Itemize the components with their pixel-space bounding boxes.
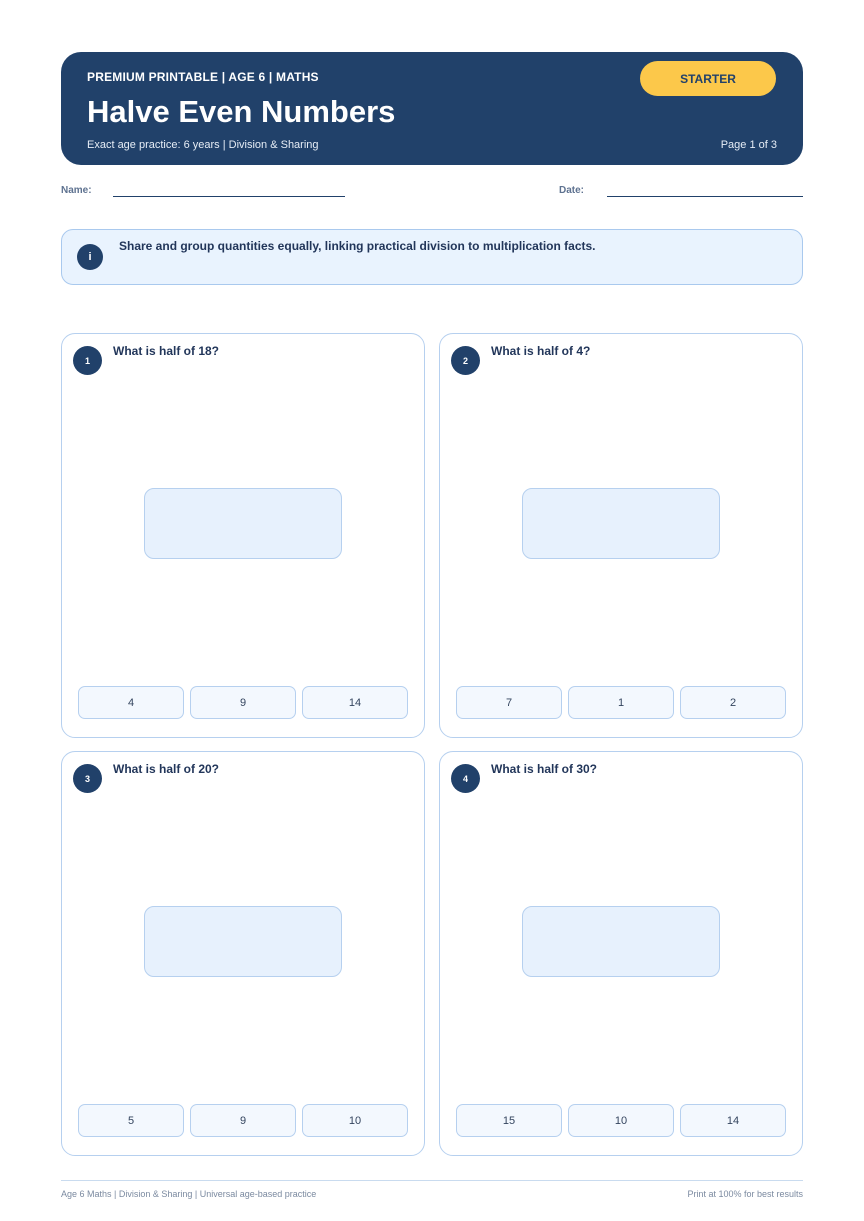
name-field[interactable] <box>113 196 345 197</box>
date-label: Date: <box>559 185 585 196</box>
question-card <box>61 751 425 1156</box>
name-label: Name: <box>61 185 92 196</box>
answer-option[interactable]: 5 <box>78 1104 184 1137</box>
answer-options <box>456 1104 786 1137</box>
answer-option[interactable]: 4 <box>78 686 184 719</box>
answer-options <box>78 1104 408 1137</box>
info-text: Share and group quantities equally, linking practical division to multiplication facts. <box>119 239 596 253</box>
page-title: Halve Even Numbers <box>87 94 396 129</box>
page-indicator: Page 1 of 3 <box>720 139 777 151</box>
question-text: What is half of 30? <box>491 762 598 776</box>
answer-option[interactable]: 15 <box>456 1104 562 1137</box>
answer-option[interactable]: 10 <box>568 1104 674 1137</box>
answer-option[interactable]: 10 <box>302 1104 408 1137</box>
question-card <box>439 751 803 1156</box>
answer-option[interactable]: 14 <box>680 1104 786 1137</box>
info-box <box>61 229 803 285</box>
answer-option[interactable]: 1 <box>568 686 674 719</box>
question-number: 4 <box>451 764 480 793</box>
date-field[interactable] <box>607 196 803 197</box>
answer-option[interactable]: 2 <box>680 686 786 719</box>
question-text: What is half of 20? <box>113 762 220 776</box>
question-text: What is half of 18? <box>113 344 220 358</box>
answer-option[interactable]: 7 <box>456 686 562 719</box>
question-number: 1 <box>73 346 102 375</box>
answer-options <box>78 686 408 719</box>
header-subtitle: Exact age practice: 6 years | Division & Sharing <box>87 139 319 151</box>
answer-option[interactable]: 9 <box>190 686 296 719</box>
answer-box[interactable] <box>522 488 720 559</box>
question-text: What is half of 4? <box>491 344 591 358</box>
level-badge: STARTER <box>640 61 776 96</box>
answer-option[interactable]: 9 <box>190 1104 296 1137</box>
question-number: 2 <box>451 346 480 375</box>
question-card <box>439 333 803 738</box>
answer-box[interactable] <box>522 906 720 977</box>
answer-box[interactable] <box>144 906 342 977</box>
question-card <box>61 333 425 738</box>
worksheet-header <box>61 52 803 165</box>
info-icon: i <box>77 244 103 270</box>
footer-divider <box>61 1180 803 1181</box>
question-number: 3 <box>73 764 102 793</box>
answer-options <box>456 686 786 719</box>
footer-right-text: Print at 100% for best results <box>687 1189 803 1199</box>
answer-box[interactable] <box>144 488 342 559</box>
footer-left-text: Age 6 Maths | Division & Sharing | Universal age-based practice <box>61 1189 317 1199</box>
header-kicker: PREMIUM PRINTABLE | AGE 6 | MATHS <box>87 70 319 84</box>
answer-option[interactable]: 14 <box>302 686 408 719</box>
